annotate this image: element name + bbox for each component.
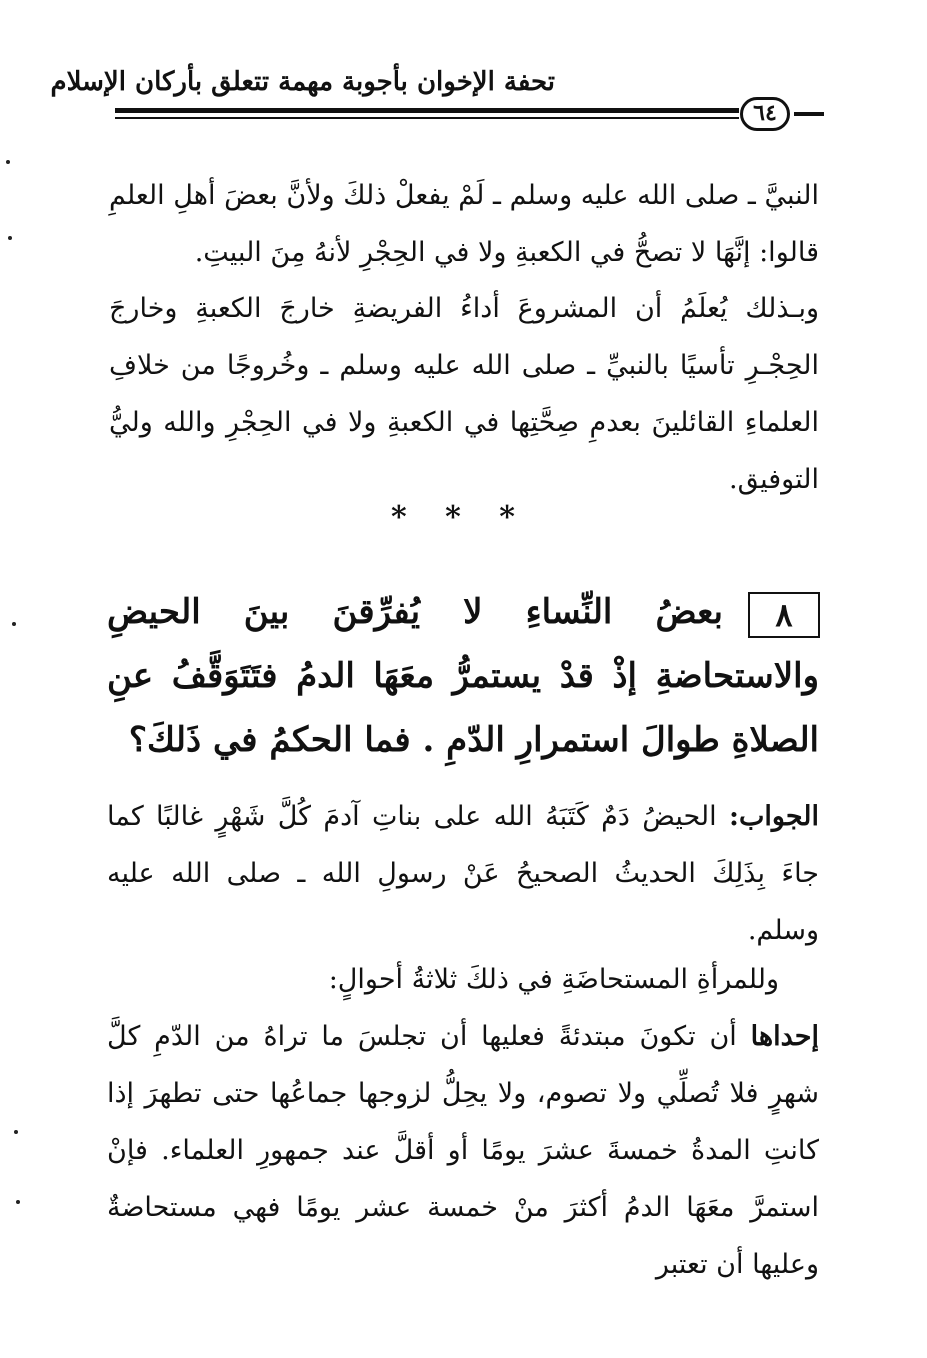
paragraph-1: النبيَّ ـ صلى الله عليه وسلم ـ لَمْ يفعلْ ذلكَ ولأنَّ بعضَ أهلِ العلمِ قالوا: إنَّهَا لا تصحُّ في الكعبةِ ولا في الحِجْرِ لأنهُ مِنَ البيتِ. bbox=[109, 180, 819, 268]
scan-speck bbox=[12, 622, 16, 626]
answer-paragraph bbox=[107, 788, 819, 959]
header-rule-dash bbox=[794, 112, 824, 116]
answer-text: الحيضُ دَمٌ كَتَبَهُ الله على بناتِ آدمَ كُلَّ شَهْرٍ غالبًا كما جاءَ بِذَلِكَ الحديثُ الصحيحُ عَنْ رسولِ الله ـ صلى الله عليه وسلم. bbox=[107, 801, 819, 946]
scan-speck bbox=[16, 1200, 20, 1204]
paragraph-2: وبـذلك يُعلَمُ أن المشروعَ أداءُ الفريضةِ خارجَ الكعبةِ وخارجَ الحِجْـرِ تأسيًا بالنبيِّ ـ صلى الله عليه وسلم ـ وخُروجًا من خلافِ العلماءِ القائلينَ بعدمِ صِحَّتِها في الكعبةِ ولا في الحِجْرِ والله وليُّ التوفيق. bbox=[109, 293, 819, 495]
scan-speck bbox=[8, 236, 12, 240]
case-1-lead: إحداها bbox=[750, 1021, 819, 1052]
case-1-text: أن تكونَ مبتدئةً فعليها أن تجلسَ ما تراهُ من الدّمِ كلَّ شهرٍ فلا تُصلِّي ولا تصوم، ولا يحِلُّ لزوجها جماعُها حتى تطهرَ إذا كانتِ المدةُ خمسةَ عشرَ يومًا أو أقلَّ عند جمهورِ العلماء. فإنْ استمرَّ معَهَا الدمُ أكثرَ منْ خمسة عشر يومًا فهي مستحاضةٌ وعليها أن تعتبر bbox=[107, 1021, 819, 1280]
case-1-paragraph bbox=[107, 1008, 819, 1293]
question-text: بعضُ النِّساءِ لا يُفرِّقنَ بينَ الحيضِ والاستحاضةِ إذْ قدْ يستمرُّ معَهَا الدمُ فتَتَوَقَّفُ عنِ الصلاةِ طوالَ استمرارِ الدّمِ . فما الحكمُ في ذَلكَ؟ bbox=[107, 592, 819, 760]
states-intro: وللمرأةِ المستحاضَةِ في ذلكَ ثلاثةُ أحوالٍ: bbox=[328, 964, 779, 995]
scan-speck bbox=[6, 160, 10, 164]
question-number-box: ٨ bbox=[748, 592, 820, 638]
running-title: تحفة الإخوان بأجوبة مهمة تتعلق بأركان الإسلام bbox=[50, 67, 555, 97]
header-rule-thin bbox=[115, 117, 739, 119]
scan-speck bbox=[14, 1130, 18, 1134]
section-separator: * * * bbox=[391, 500, 529, 535]
answer-lead: الجواب: bbox=[729, 801, 819, 832]
header-rule-thick bbox=[115, 108, 739, 113]
page-number: ٦٤ bbox=[740, 97, 790, 131]
